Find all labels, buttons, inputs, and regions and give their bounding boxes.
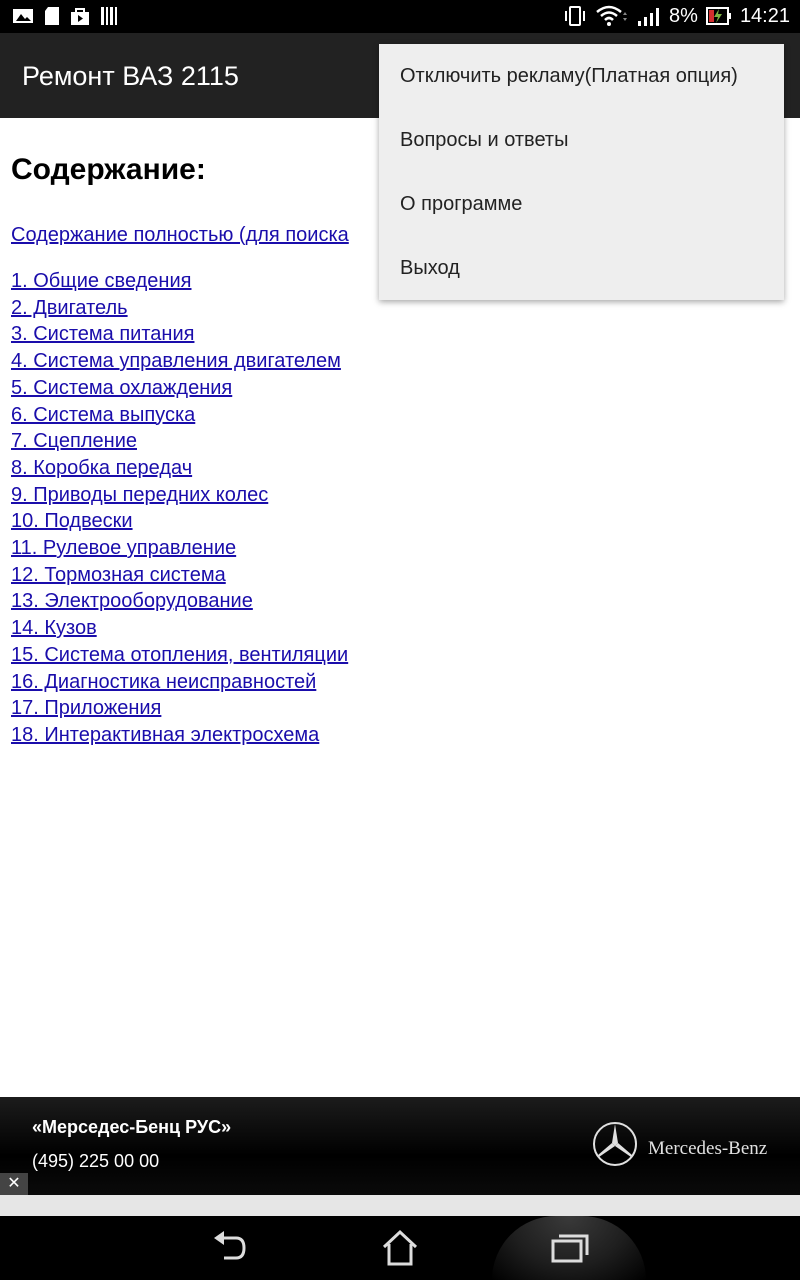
list-item bbox=[11, 455, 791, 482]
ad-banner[interactable] bbox=[0, 1097, 800, 1195]
status-bar bbox=[0, 0, 800, 33]
list-item bbox=[11, 642, 791, 669]
menu-item-exit[interactable]: Выход bbox=[400, 257, 460, 279]
toc-link[interactable]: 10. Подвески bbox=[11, 510, 133, 533]
list-item bbox=[11, 588, 791, 615]
page-title: Содержание: bbox=[11, 153, 206, 186]
ad-close-button[interactable]: ✕ bbox=[0, 1173, 28, 1195]
list-item bbox=[11, 695, 791, 722]
overflow-menu bbox=[379, 44, 784, 300]
shopping-bag-icon bbox=[70, 6, 90, 26]
wifi-icon bbox=[595, 4, 629, 28]
battery-percent: 8% bbox=[669, 4, 698, 27]
ad-spacer bbox=[0, 1195, 800, 1216]
ad-advertiser: «Мерседес-Бенц РУС» bbox=[32, 1117, 232, 1137]
toc-link[interactable]: 5. Система охлаждения bbox=[11, 376, 233, 399]
back-icon bbox=[210, 1230, 250, 1266]
toc-link[interactable]: 14. Кузов bbox=[11, 617, 97, 640]
home-icon bbox=[380, 1229, 420, 1267]
menu-item-faq[interactable]: Вопросы и ответы bbox=[400, 129, 569, 151]
table-of-contents bbox=[11, 268, 791, 749]
toc-link[interactable]: 12. Тормозная система bbox=[11, 563, 226, 586]
recents-button[interactable] bbox=[540, 1226, 600, 1270]
back-button[interactable] bbox=[200, 1226, 260, 1270]
toc-link[interactable]: 15. Система отопления, вентиляции bbox=[11, 643, 349, 666]
toc-link[interactable]: 8. Коробка передач bbox=[11, 456, 193, 479]
barcode-icon bbox=[100, 6, 118, 26]
list-item bbox=[11, 321, 791, 348]
toc-link[interactable]: 18. Интерактивная электросхема bbox=[11, 723, 320, 746]
list-item bbox=[11, 375, 791, 402]
list-item bbox=[11, 482, 791, 509]
list-item bbox=[11, 562, 791, 589]
list-item bbox=[11, 669, 791, 696]
toc-link[interactable]: 16. Диагностика неисправностей bbox=[11, 670, 317, 693]
mercedes-star-icon bbox=[592, 1121, 638, 1167]
navigation-bar bbox=[0, 1216, 800, 1280]
toc-link[interactable]: 1. Общие сведения bbox=[11, 270, 192, 292]
toc-link[interactable]: 3. Система питания bbox=[11, 323, 195, 346]
notification-icons bbox=[12, 6, 118, 26]
recents-icon bbox=[550, 1231, 590, 1265]
toc-link[interactable]: 6. Система выпуска bbox=[11, 403, 196, 426]
vibrate-icon bbox=[563, 5, 587, 27]
toc-link[interactable]: 2. Двигатель bbox=[11, 296, 128, 319]
signal-icon bbox=[637, 5, 661, 27]
toc-link[interactable]: 17. Приложения bbox=[11, 697, 162, 720]
toc-link[interactable]: 13. Электрооборудование bbox=[11, 590, 253, 613]
ad-brand: Mercedes-Benz bbox=[648, 1138, 768, 1159]
image-icon bbox=[12, 7, 34, 25]
home-button[interactable] bbox=[370, 1226, 430, 1270]
toc-link[interactable]: 4. Система управления двигателем bbox=[11, 350, 341, 373]
list-item bbox=[11, 508, 791, 535]
list-item bbox=[11, 348, 791, 375]
toc-link[interactable]: 9. Приводы передних колес bbox=[11, 483, 269, 506]
toc-link[interactable]: 7. Сцепление bbox=[11, 430, 137, 453]
list-item bbox=[11, 402, 791, 429]
sd-card-icon bbox=[44, 6, 60, 26]
full-contents-link[interactable]: Содержание полностью (для поиска bbox=[11, 224, 349, 246]
list-item bbox=[11, 722, 791, 749]
menu-item-disable-ads[interactable]: Отключить рекламу(Платная опция) bbox=[400, 65, 738, 87]
toc-link[interactable]: 11. Рулевое управление bbox=[11, 537, 237, 560]
system-indicators bbox=[563, 4, 790, 28]
menu-item-about[interactable]: О программе bbox=[400, 193, 523, 215]
ad-phone: (495) 225 00 00 bbox=[32, 1151, 160, 1171]
list-item bbox=[11, 615, 791, 642]
battery-charging-icon bbox=[706, 6, 732, 26]
app-title: Ремонт ВАЗ 2115 bbox=[22, 61, 239, 91]
list-item bbox=[11, 428, 791, 455]
clock: 14:21 bbox=[739, 4, 790, 27]
list-item bbox=[11, 535, 791, 562]
